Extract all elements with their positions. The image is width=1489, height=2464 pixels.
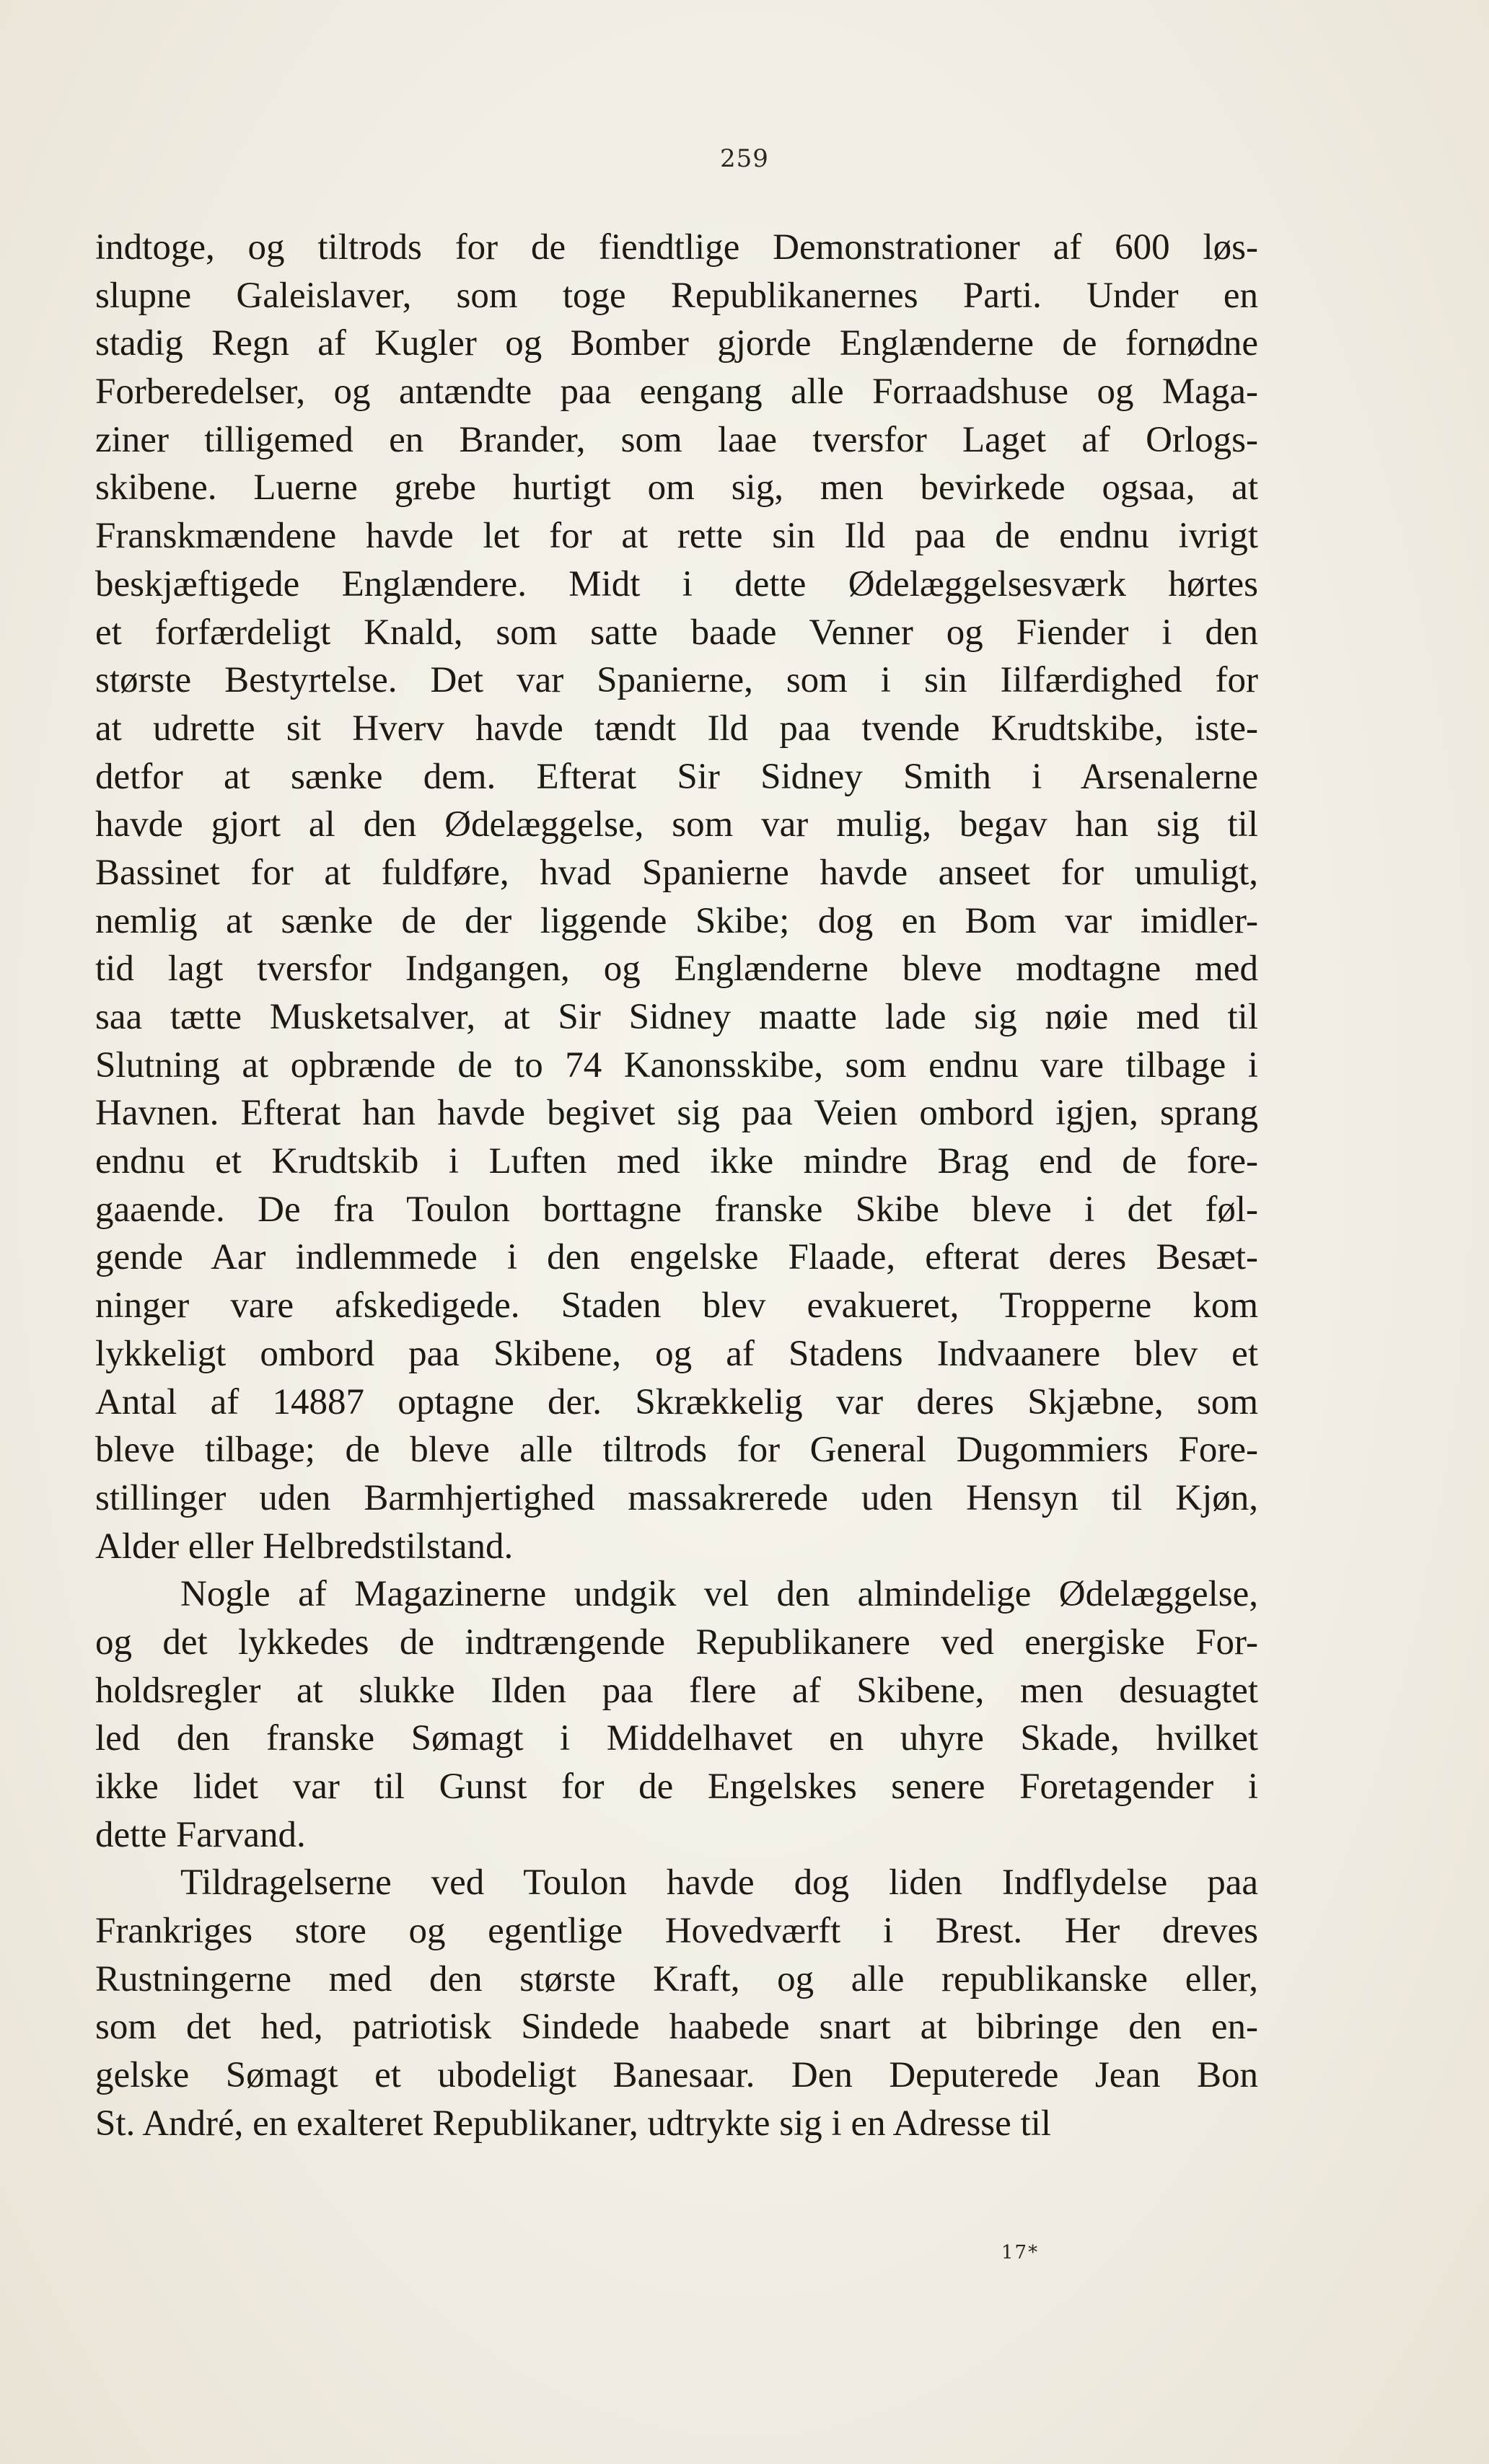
text-line: ziner tilligemed en Brander, som laae tversfor Laget af Orlogs- (95, 419, 1258, 460)
text-line: skibene. Luerne grebe hurtigt om sig, men bevirkede ogsaa, at (95, 467, 1258, 509)
text-line: endnu et Krudtskib i Luften med ikke mindre Brag end de fore- (95, 1141, 1258, 1182)
text-line: saa tætte Musketsalver, at Sir Sidney maatte lade sig nøie med til (95, 997, 1258, 1037)
text-line: detfor at sænke dem. Efterat Sir Sidney Smith i Arsenalerne (95, 756, 1258, 797)
text-line: holdsregler at slukke Ilden paa flere af Skibene, men desuagtet (95, 1670, 1258, 1711)
paragraph (95, 224, 1258, 1570)
text-line: Rustningerne med den største Kraft, og alle republikanske eller, (95, 1958, 1258, 1999)
text-line: stillinger uden Barmhjertighed massakrerede uden Hensyn til Kjøn, (95, 1477, 1258, 1518)
text-line: gende Aar indlemmede i den engelske Flaade, efterat deres Besæt- (95, 1237, 1258, 1278)
text-line: Antal af 14887 optagne der. Skrækkelig var deres Skjæbne, som (95, 1381, 1258, 1422)
text-line: dette Farvand. (95, 1814, 306, 1855)
text-line: Forberedelser, og antændte paa eengang alle Forraadshuse og Maga- (95, 371, 1258, 413)
text-line: gaaende. De fra Toulon borttagne franske Skibe bleve i det føl- (95, 1189, 1258, 1230)
text-line: led den franske Sømagt i Middelhavet en uhyre Skade, hvilket (95, 1718, 1258, 1759)
text-line: Havnen. Efterat han havde begivet sig paa Veien ombord igjen, sprang (95, 1093, 1258, 1134)
text-line: ninger vare afskedigede. Staden blev evakueret, Tropperne kom (95, 1285, 1258, 1326)
text-line: Franskmændene havde let for at rette sin Ild paa de endnu ivrigt (95, 516, 1258, 557)
text-line: Tildragelserne ved Toulon havde dog liden Indflydelse paa (180, 1862, 1258, 1904)
paragraph (95, 1859, 1258, 2147)
text-line: at udrette sit Hverv havde tændt Ild paa tvende Krudtskibe, iste- (95, 708, 1258, 749)
text-line: største Bestyrtelse. Det var Spanierne, som i sin Iilfærdighed for (95, 660, 1258, 701)
text-line: Slutning at opbrænde de to 74 Kanonsskibe, som endnu vare tilbage i (95, 1044, 1258, 1086)
text-line: Alder eller Helbredstilstand. (95, 1526, 514, 1567)
text-line: Frankriges store og egentlige Hovedværft i Brest. Her dreves (95, 1911, 1258, 1952)
text-line: lykkeligt ombord paa Skibene, og af Stadens Indvaanere blev et (95, 1333, 1258, 1374)
text-line: ikke lidet var til Gunst for de Engelskes senere Foretagender i (95, 1766, 1258, 1807)
text-line: Nogle af Magazinerne undgik vel den almindelige Ødelæggelse, (180, 1574, 1258, 1615)
text-line: nemlig at sænke de der liggende Skibe; dog en Bom var imidler- (95, 900, 1258, 941)
text-line: indtoge, og tiltrods for de fiendtlige Demonstrationer af 600 løs- (95, 227, 1258, 268)
text-line: bleve tilbage; de bleve alle tiltrods for General Dugommiers Fore- (95, 1430, 1258, 1471)
paragraph (95, 1570, 1258, 1859)
text-line: stadig Regn af Kugler og Bomber gjorde Englænderne de fornødne (95, 323, 1258, 364)
text-line: gelske Sømagt et ubodeligt Banesaar. Den Deputerede Jean Bon (95, 2055, 1258, 2096)
text-line: slupne Galeislaver, som toge Republikanernes Parti. Under en (95, 275, 1258, 316)
text-line: havde gjort al den Ødelæggelse, som var mulig, begav han sig til (95, 804, 1258, 845)
text-line: et forfærdeligt Knald, som satte baade Venner og Fiender i den (95, 612, 1258, 653)
text-line: som det hed, patriotisk Sindede haabede snart at bibringe den en- (95, 2007, 1258, 2048)
text-line: og det lykkedes de indtrængende Republikanere ved energiske For- (95, 1622, 1258, 1663)
signature-mark: 17* (1001, 2242, 1040, 2263)
body-text (95, 224, 1258, 2148)
text-line: Bassinet for at fuldføre, hvad Spanierne havde anseet for umuligt, (95, 852, 1258, 893)
page-number: 259 (720, 144, 769, 173)
text-line: beskjæftigede Englændere. Midt i dette Ødelæggelsesværk hørtes (95, 563, 1258, 604)
text-line: St. André, en exalteret Republikaner, udtrykte sig i en Adresse til (95, 2103, 1052, 2144)
text-line: tid lagt tversfor Indgangen, og Englænderne bleve modtagne med (95, 949, 1258, 990)
